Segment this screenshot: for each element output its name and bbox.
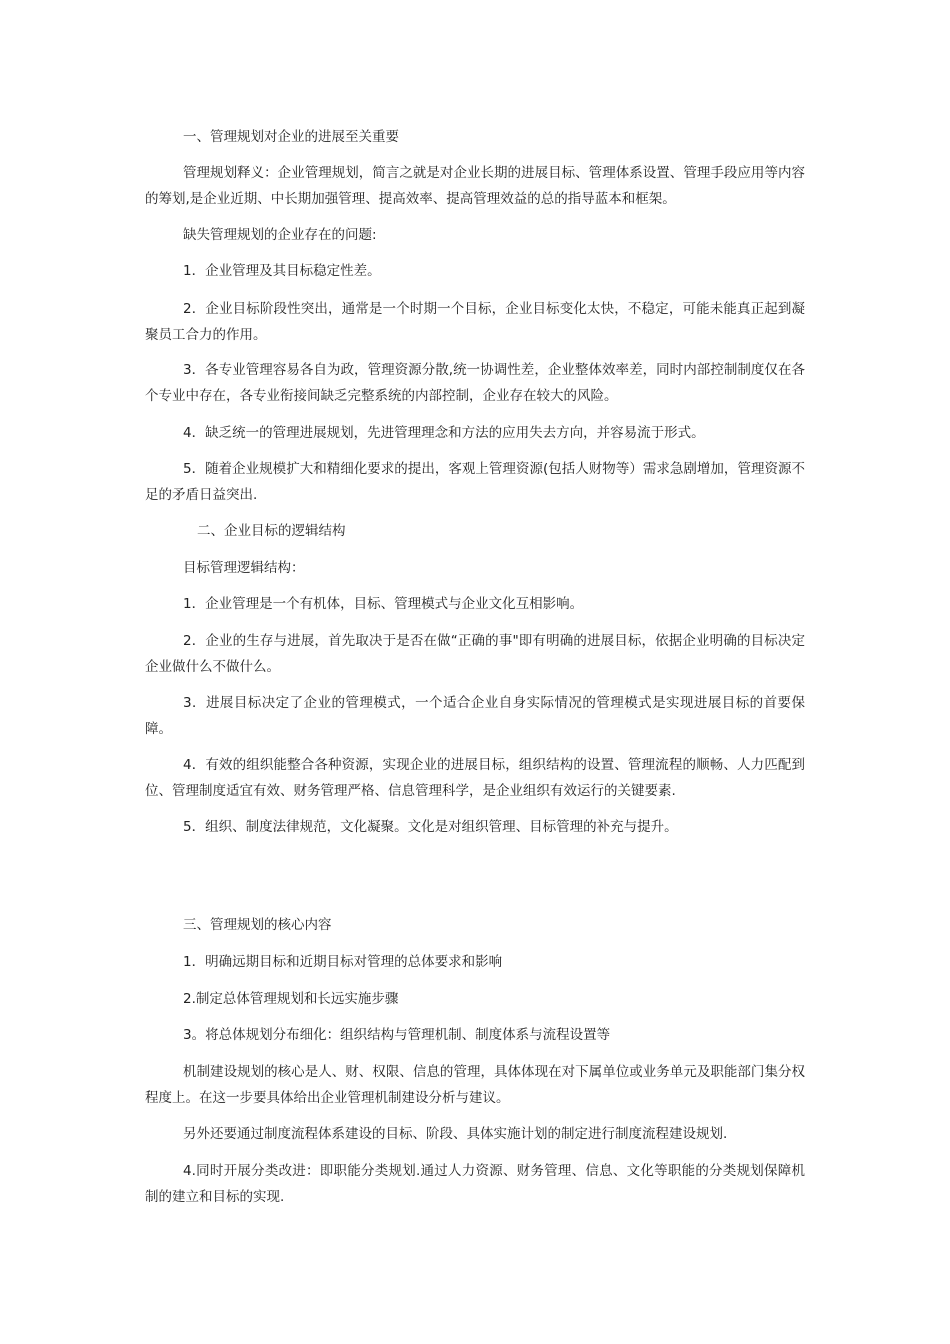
list-item: 5．随着企业规模扩大和精细化要求的提出，客观上管理资源(包括人财物等）需求急剧增加，管理资源不足的矛盾日益突出. [145,461,805,503]
list-item: 3．进展目标决定了企业的管理模式，一个适合企业自身实际情况的管理模式是实现进展目标的首要保障。 [145,695,805,737]
list-item: 1．明确远期目标和近期目标对管理的总体要求和影响 [183,954,503,970]
section-heading-3: 三、管理规划的核心内容 [183,917,332,933]
list-item: 5．组织、制度法律规范，文化凝聚。文化是对组织管理、目标管理的补充与提升。 [183,819,678,835]
list-item: 2．企业的生存与进展，首先取决于是否在做“正确的事"即有明确的进展目标，依据企业明确的目标决定企业做什么不做什么。 [145,633,805,675]
list-item: 4．缺乏统一的管理进展规划，先进管理理念和方法的应用失去方向，并容易流于形式。 [183,425,705,441]
section-heading-2: 二、企业目标的逻辑结构 [197,523,346,539]
list-item: 4.同时开展分类改进：即职能分类规划.通过人力资源、财务管理、信息、文化等职能的分类规划保障机制的建立和目标的实现. [145,1163,805,1205]
list-item: 3．各专业管理容易各自为政，管理资源分散,统一协调性差，企业整体效率差，同时内部控制制度仅在各个专业中存在，各专业衔接间缺乏完整系统的内部控制，企业存在较大的风险。 [145,362,805,404]
section-heading-1: 一、管理规划对企业的进展至关重要 [183,129,399,145]
list-item: 2．企业目标阶段性突出，通常是一个时期一个目标，企业目标变化太快，不稳定，可能未能真正起到凝聚员工合力的作用。 [145,301,805,343]
paragraph-problems-intro: 缺失管理规划的企业存在的问题: [183,227,377,243]
list-item: 4．有效的组织能整合各种资源，实现企业的进展目标，组织结构的设置、管理流程的顺畅、人力匹配到位、管理制度适宜有效、财务管理严格、信息管理科学，是企业组织有效运行的关键要素. [145,757,805,799]
list-item: 2.制定总体管理规划和长远实施步骤 [183,991,399,1007]
list-item: 3。将总体规划分布细化：组织结构与管理机制、制度体系与流程设置等 [183,1027,611,1043]
paragraph-process: 另外还要通过制度流程体系建设的目标、阶段、具体实施计划的制定进行制度流程建设规划. [183,1126,728,1142]
paragraph-mechanism: 机制建设规划的核心是人、财、权限、信息的管理，具体体现在对下属单位或业务单元及职能部门集分权程度上。在这一步要具体给出企业管理机制建设分析与建议。 [145,1064,805,1106]
list-item: 1．企业管理是一个有机体，目标、管理模式与企业文化互相影响。 [183,596,584,612]
list-item: 1．企业管理及其目标稳定性差。 [183,263,381,279]
paragraph-logic-intro: 目标管理逻辑结构： [183,560,305,576]
paragraph-definition: 管理规划释义：企业管理规划，简言之就是对企业长期的进展目标、管理体系设置、管理手段应用等内容的筹划,是企业近期、中长期加强管理、提高效率、提高管理效益的总的指导蓝本和框架。 [145,165,805,207]
